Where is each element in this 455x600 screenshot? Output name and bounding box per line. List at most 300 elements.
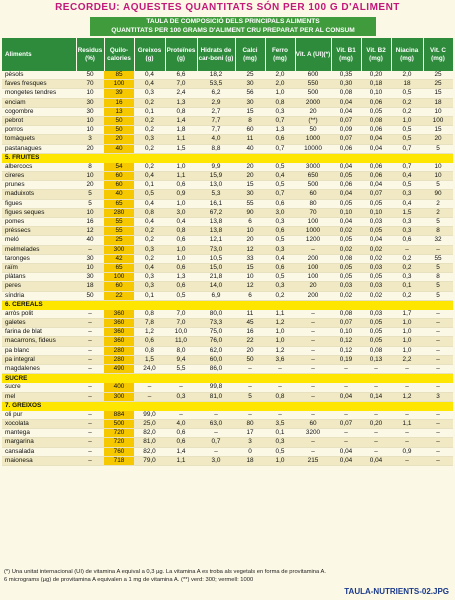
value-cell: – bbox=[76, 392, 104, 401]
value-cell: 6,6 bbox=[165, 71, 197, 80]
value-cell: 45 bbox=[235, 319, 265, 328]
column-header: Greixos (g) bbox=[134, 38, 165, 71]
value-cell: 16,1 bbox=[197, 199, 235, 208]
value-cell: 54 bbox=[104, 163, 134, 172]
value-cell: 12,1 bbox=[197, 236, 235, 245]
value-cell: 25 bbox=[423, 71, 453, 80]
value-cell: 20 bbox=[423, 135, 453, 144]
value-cell: 40 bbox=[104, 190, 134, 199]
value-cell: 10,0 bbox=[165, 328, 197, 337]
value-cell: 0,3 bbox=[265, 438, 295, 447]
value-cell: 10 bbox=[423, 163, 453, 172]
value-cell: 0 bbox=[235, 447, 265, 456]
value-cell: 1,2 bbox=[391, 392, 423, 401]
value-cell: – bbox=[391, 411, 423, 420]
table-row bbox=[2, 254, 453, 263]
value-cell: 0,2 bbox=[391, 98, 423, 107]
value-cell: 15,9 bbox=[197, 172, 235, 181]
value-cell: 0,08 bbox=[361, 346, 391, 355]
value-cell: – bbox=[76, 245, 104, 254]
value-cell: – bbox=[76, 429, 104, 438]
value-cell: 10 bbox=[423, 172, 453, 181]
value-cell: – bbox=[423, 355, 453, 364]
value-cell: 0,3 bbox=[165, 392, 197, 401]
value-cell: 50 bbox=[235, 355, 265, 364]
value-cell: 8 bbox=[423, 227, 453, 236]
value-cell: – bbox=[76, 319, 104, 328]
value-cell: 5 bbox=[423, 144, 453, 153]
value-cell: 1,0 bbox=[265, 89, 295, 98]
value-cell: 79,0 bbox=[134, 456, 165, 465]
value-cell: – bbox=[361, 383, 391, 392]
value-cell: 0,2 bbox=[134, 236, 165, 245]
table-row bbox=[2, 190, 453, 199]
value-cell: 0,1 bbox=[134, 181, 165, 190]
image-caption: TAULA-NUTRIENTS-02.JPG bbox=[344, 587, 449, 596]
value-cell: – bbox=[197, 411, 235, 420]
food-name-cell: cogombre bbox=[2, 107, 76, 116]
value-cell: 0,05 bbox=[361, 199, 391, 208]
value-cell: 100 bbox=[423, 117, 453, 126]
value-cell: 0,4 bbox=[134, 264, 165, 273]
value-cell: 7,8 bbox=[134, 319, 165, 328]
value-cell: 215 bbox=[295, 456, 331, 465]
section-header-row bbox=[2, 153, 453, 163]
value-cell: 0,04 bbox=[361, 144, 391, 153]
value-cell: 16 bbox=[235, 328, 265, 337]
value-cell: 0,04 bbox=[331, 218, 361, 227]
value-cell: 86,0 bbox=[197, 365, 235, 374]
value-cell: 0,5 bbox=[391, 89, 423, 98]
food-name-cell: taronges bbox=[2, 254, 76, 263]
value-cell: 60 bbox=[104, 181, 134, 190]
value-cell: 62,0 bbox=[197, 346, 235, 355]
value-cell: 720 bbox=[104, 438, 134, 447]
value-cell: 81,0 bbox=[197, 392, 235, 401]
value-cell: 1,3 bbox=[165, 98, 197, 107]
value-cell: 0,6 bbox=[165, 264, 197, 273]
value-cell: 30 bbox=[76, 107, 104, 116]
value-cell: 40 bbox=[104, 144, 134, 153]
table-row bbox=[2, 89, 453, 98]
food-name-cell: margarina bbox=[2, 438, 76, 447]
value-cell: 18,2 bbox=[197, 71, 235, 80]
value-cell: 0,06 bbox=[361, 163, 391, 172]
column-header: Vit. B2 (mg) bbox=[361, 38, 391, 71]
value-cell: 8,8 bbox=[197, 144, 235, 153]
value-cell: 0,02 bbox=[361, 245, 391, 254]
column-header: Vit. B1 (mg) bbox=[331, 38, 361, 71]
food-name-cell: figues bbox=[2, 199, 76, 208]
value-cell: 100 bbox=[295, 218, 331, 227]
table-row bbox=[2, 208, 453, 217]
value-cell: 0,2 bbox=[134, 98, 165, 107]
food-name-cell: faves fresques bbox=[2, 80, 76, 89]
value-cell: 0,2 bbox=[391, 254, 423, 263]
value-cell: 0,05 bbox=[331, 264, 361, 273]
value-cell: 12 bbox=[235, 245, 265, 254]
value-cell: 650 bbox=[295, 172, 331, 181]
food-name-cell: arròs polit bbox=[2, 310, 76, 319]
value-cell: – bbox=[76, 456, 104, 465]
value-cell: 0,4 bbox=[265, 172, 295, 181]
value-cell: 0,10 bbox=[361, 89, 391, 98]
value-cell: 9,4 bbox=[165, 355, 197, 364]
food-name-cell: oli pur bbox=[2, 411, 76, 420]
value-cell: 0,05 bbox=[331, 199, 361, 208]
value-cell: 25 bbox=[235, 71, 265, 80]
value-cell: 718 bbox=[104, 456, 134, 465]
column-header: Niacina (mg) bbox=[391, 38, 423, 71]
value-cell: 60 bbox=[104, 282, 134, 291]
value-cell: 0,2 bbox=[134, 163, 165, 172]
value-cell: 280 bbox=[104, 355, 134, 364]
value-cell: 1,0 bbox=[391, 328, 423, 337]
value-cell: – bbox=[423, 456, 453, 465]
food-name-cell: albercocs bbox=[2, 163, 76, 172]
value-cell: – bbox=[235, 411, 265, 420]
value-cell: 0,5 bbox=[265, 181, 295, 190]
value-cell: 55 bbox=[423, 254, 453, 263]
value-cell: 0,2 bbox=[134, 144, 165, 153]
value-cell: 16 bbox=[76, 218, 104, 227]
food-name-cell: maduixots bbox=[2, 190, 76, 199]
value-cell: 39 bbox=[104, 89, 134, 98]
value-cell: 0,2 bbox=[265, 291, 295, 300]
value-cell: – bbox=[76, 411, 104, 420]
table-subtitle: QUANTITATS PER 100 GRAMS D'ALIMENT CRU PREPARAT PER AL CONSUM bbox=[111, 27, 355, 34]
table-title-box bbox=[90, 17, 376, 36]
table-header-row bbox=[2, 38, 453, 71]
value-cell: 2 bbox=[423, 208, 453, 217]
value-cell: 24,0 bbox=[134, 365, 165, 374]
value-cell: 0,3 bbox=[265, 245, 295, 254]
value-cell: 0,1 bbox=[134, 291, 165, 300]
value-cell: 1,0 bbox=[165, 199, 197, 208]
value-cell: 30 bbox=[235, 98, 265, 107]
value-cell: 18 bbox=[391, 80, 423, 89]
value-cell: 10 bbox=[76, 264, 104, 273]
table-row bbox=[2, 117, 453, 126]
value-cell: 11 bbox=[235, 310, 265, 319]
value-cell: 5,5 bbox=[165, 365, 197, 374]
value-cell: 0,4 bbox=[134, 71, 165, 80]
food-name-cell: porros bbox=[2, 126, 76, 135]
value-cell: 0,3 bbox=[391, 273, 423, 282]
value-cell: 0,03 bbox=[361, 310, 391, 319]
value-cell: – bbox=[295, 355, 331, 364]
value-cell: 20 bbox=[295, 282, 331, 291]
value-cell: – bbox=[391, 429, 423, 438]
table-row bbox=[2, 107, 453, 116]
value-cell: – bbox=[295, 337, 331, 346]
value-cell: (**) bbox=[295, 117, 331, 126]
value-cell: 0,6 bbox=[265, 264, 295, 273]
value-cell: 15,0 bbox=[197, 264, 235, 273]
value-cell: 1,0 bbox=[165, 163, 197, 172]
value-cell: – bbox=[391, 438, 423, 447]
value-cell: – bbox=[423, 337, 453, 346]
value-cell: 10 bbox=[423, 107, 453, 116]
value-cell: 2,0 bbox=[265, 80, 295, 89]
value-cell: – bbox=[295, 447, 331, 456]
value-cell: 0,8 bbox=[165, 107, 197, 116]
value-cell: 0,20 bbox=[361, 419, 391, 428]
food-name-cell: peres bbox=[2, 282, 76, 291]
table-row bbox=[2, 411, 453, 420]
value-cell: 15 bbox=[235, 264, 265, 273]
value-cell: 5,3 bbox=[197, 190, 235, 199]
value-cell: 80,0 bbox=[197, 310, 235, 319]
value-cell: 0,3 bbox=[265, 218, 295, 227]
value-cell: 0,8 bbox=[134, 310, 165, 319]
table-row bbox=[2, 282, 453, 291]
value-cell: – bbox=[331, 429, 361, 438]
food-name-cell: prunes bbox=[2, 181, 76, 190]
value-cell: 100 bbox=[104, 273, 134, 282]
value-cell: 0,05 bbox=[361, 328, 391, 337]
value-cell: 70 bbox=[295, 208, 331, 217]
value-cell: 0,04 bbox=[331, 456, 361, 465]
value-cell: 0,14 bbox=[361, 392, 391, 401]
value-cell: 20 bbox=[76, 181, 104, 190]
value-cell: 15 bbox=[235, 107, 265, 116]
value-cell: 25 bbox=[423, 80, 453, 89]
value-cell: 10000 bbox=[295, 144, 331, 153]
value-cell: 1,0 bbox=[391, 117, 423, 126]
value-cell: 0,02 bbox=[331, 227, 361, 236]
table-row bbox=[2, 328, 453, 337]
value-cell: 0,03 bbox=[361, 264, 391, 273]
value-cell: 2 bbox=[423, 199, 453, 208]
value-cell: 200 bbox=[295, 254, 331, 263]
value-cell: 20 bbox=[235, 163, 265, 172]
value-cell: 0,07 bbox=[331, 117, 361, 126]
value-cell: 300 bbox=[104, 245, 134, 254]
table-row bbox=[2, 181, 453, 190]
value-cell: 0,8 bbox=[265, 392, 295, 401]
value-cell: – bbox=[391, 245, 423, 254]
value-cell: 0,18 bbox=[361, 80, 391, 89]
value-cell: 5 bbox=[423, 282, 453, 291]
value-cell: 15 bbox=[423, 89, 453, 98]
value-cell: 0,07 bbox=[361, 190, 391, 199]
value-cell: 21,8 bbox=[197, 273, 235, 282]
table-row bbox=[2, 429, 453, 438]
value-cell: 32 bbox=[423, 236, 453, 245]
value-cell: 40 bbox=[235, 144, 265, 153]
value-cell: 82,0 bbox=[134, 447, 165, 456]
value-cell: 3000 bbox=[295, 163, 331, 172]
table-row bbox=[2, 172, 453, 181]
value-cell: 0,10 bbox=[361, 208, 391, 217]
value-cell: 75,0 bbox=[197, 328, 235, 337]
value-cell: 67,2 bbox=[197, 208, 235, 217]
food-name-cell: préssecs bbox=[2, 227, 76, 236]
value-cell: 0,5 bbox=[391, 126, 423, 135]
value-cell: 12 bbox=[235, 282, 265, 291]
value-cell: 16 bbox=[104, 98, 134, 107]
value-cell: 80 bbox=[235, 419, 265, 428]
table-row bbox=[2, 135, 453, 144]
value-cell: – bbox=[331, 438, 361, 447]
value-cell: 0,5 bbox=[265, 163, 295, 172]
value-cell: 10 bbox=[235, 227, 265, 236]
table-row bbox=[2, 227, 453, 236]
table-row bbox=[2, 126, 453, 135]
value-cell: – bbox=[391, 365, 423, 374]
value-cell: 1,0 bbox=[391, 346, 423, 355]
value-cell: 0,5 bbox=[265, 236, 295, 245]
value-cell: – bbox=[295, 438, 331, 447]
value-cell: 0,09 bbox=[331, 126, 361, 135]
value-cell: 0,4 bbox=[265, 254, 295, 263]
column-header: Proteïnes (g) bbox=[165, 38, 197, 71]
value-cell: 0,1 bbox=[265, 429, 295, 438]
value-cell: 0,04 bbox=[331, 163, 361, 172]
value-cell: 0,10 bbox=[331, 328, 361, 337]
value-cell: 0,6 bbox=[165, 282, 197, 291]
value-cell: 0,6 bbox=[265, 199, 295, 208]
value-cell: 0,6 bbox=[165, 236, 197, 245]
value-cell: 0,8 bbox=[134, 346, 165, 355]
value-cell: – bbox=[165, 383, 197, 392]
value-cell: 0,2 bbox=[134, 117, 165, 126]
value-cell: 30 bbox=[235, 80, 265, 89]
value-cell: 99,0 bbox=[134, 411, 165, 420]
value-cell: 3,0 bbox=[265, 208, 295, 217]
value-cell: 0,05 bbox=[361, 107, 391, 116]
value-cell: 13,0 bbox=[197, 181, 235, 190]
value-cell: – bbox=[295, 365, 331, 374]
value-cell: 0,12 bbox=[331, 346, 361, 355]
value-cell: 2,9 bbox=[197, 98, 235, 107]
value-cell: 15 bbox=[423, 126, 453, 135]
food-name-cell: farina de blat bbox=[2, 328, 76, 337]
value-cell: 18 bbox=[76, 282, 104, 291]
value-cell: 0,06 bbox=[361, 172, 391, 181]
food-name-cell: figues seques bbox=[2, 208, 76, 217]
value-cell: 0,1 bbox=[134, 107, 165, 116]
value-cell: – bbox=[423, 328, 453, 337]
value-cell: 50 bbox=[76, 291, 104, 300]
value-cell: 0,19 bbox=[331, 355, 361, 364]
food-name-cell: mongetes tendres bbox=[2, 89, 76, 98]
value-cell: 0,4 bbox=[134, 199, 165, 208]
value-cell: 0,8 bbox=[134, 208, 165, 217]
value-cell: – bbox=[331, 411, 361, 420]
value-cell: 1,3 bbox=[165, 273, 197, 282]
value-cell: 200 bbox=[295, 291, 331, 300]
value-cell: 65 bbox=[104, 264, 134, 273]
value-cell: 1000 bbox=[295, 227, 331, 236]
value-cell: – bbox=[331, 383, 361, 392]
value-cell: 1,0 bbox=[265, 328, 295, 337]
value-cell: 55 bbox=[235, 199, 265, 208]
value-cell: 65 bbox=[104, 199, 134, 208]
value-cell: 0,03 bbox=[361, 218, 391, 227]
food-name-cell: mel bbox=[2, 392, 76, 401]
value-cell: 60,0 bbox=[197, 355, 235, 364]
value-cell: 1,8 bbox=[165, 126, 197, 135]
food-name-cell: melmelades bbox=[2, 245, 76, 254]
value-cell: 0,06 bbox=[361, 126, 391, 135]
value-cell: 0,06 bbox=[331, 181, 361, 190]
value-cell: 1,2 bbox=[134, 328, 165, 337]
value-cell: 760 bbox=[104, 447, 134, 456]
value-cell: 0,7 bbox=[197, 438, 235, 447]
food-name-cell: tomàquets bbox=[2, 135, 76, 144]
value-cell: 8 bbox=[423, 273, 453, 282]
value-cell: 0,5 bbox=[265, 447, 295, 456]
value-cell: 20 bbox=[235, 346, 265, 355]
value-cell: – bbox=[134, 383, 165, 392]
value-cell: 3 bbox=[76, 135, 104, 144]
value-cell: 0,02 bbox=[331, 291, 361, 300]
value-cell: – bbox=[423, 310, 453, 319]
value-cell: 0,6 bbox=[165, 429, 197, 438]
food-name-cell: síndria bbox=[2, 291, 76, 300]
value-cell: 1,5 bbox=[391, 208, 423, 217]
value-cell: 0,04 bbox=[361, 236, 391, 245]
value-cell: 6,9 bbox=[197, 291, 235, 300]
value-cell: – bbox=[391, 383, 423, 392]
value-cell: 8 bbox=[76, 163, 104, 172]
value-cell: 5 bbox=[76, 199, 104, 208]
value-cell: 1,1 bbox=[265, 310, 295, 319]
value-cell: 11,0 bbox=[165, 337, 197, 346]
table-row bbox=[2, 199, 453, 208]
food-name-cell: enciam bbox=[2, 98, 76, 107]
value-cell: 3,0 bbox=[197, 456, 235, 465]
value-cell: 1000 bbox=[295, 135, 331, 144]
value-cell: – bbox=[295, 411, 331, 420]
column-header: Ferro (mg) bbox=[265, 38, 295, 71]
value-cell: 0,6 bbox=[391, 236, 423, 245]
value-cell: 0,3 bbox=[391, 227, 423, 236]
value-cell: 5 bbox=[423, 291, 453, 300]
value-cell: 0,04 bbox=[361, 456, 391, 465]
value-cell: 5 bbox=[423, 181, 453, 190]
value-cell: 720 bbox=[104, 429, 134, 438]
value-cell: 1,2 bbox=[265, 319, 295, 328]
value-cell: 4,0 bbox=[197, 135, 235, 144]
table-row bbox=[2, 383, 453, 392]
value-cell: 1,4 bbox=[165, 117, 197, 126]
value-cell: 0,05 bbox=[361, 227, 391, 236]
value-cell: 1,0 bbox=[391, 337, 423, 346]
value-cell: 0,6 bbox=[265, 227, 295, 236]
value-cell: 1,1 bbox=[165, 172, 197, 181]
column-header: Aliments bbox=[2, 38, 76, 71]
value-cell: 0,06 bbox=[331, 144, 361, 153]
value-cell: – bbox=[391, 456, 423, 465]
value-cell: 0,5 bbox=[391, 135, 423, 144]
value-cell: – bbox=[76, 419, 104, 428]
value-cell: 0,5 bbox=[134, 190, 165, 199]
value-cell: 0,4 bbox=[165, 218, 197, 227]
value-cell: 73,3 bbox=[197, 319, 235, 328]
value-cell: 500 bbox=[295, 89, 331, 98]
value-cell: 550 bbox=[295, 80, 331, 89]
value-cell: 0,04 bbox=[361, 181, 391, 190]
table-row bbox=[2, 346, 453, 355]
value-cell: 7,0 bbox=[165, 310, 197, 319]
value-cell: 8,0 bbox=[165, 346, 197, 355]
value-cell: 10 bbox=[76, 117, 104, 126]
value-cell: – bbox=[423, 383, 453, 392]
value-cell: 9,9 bbox=[197, 163, 235, 172]
